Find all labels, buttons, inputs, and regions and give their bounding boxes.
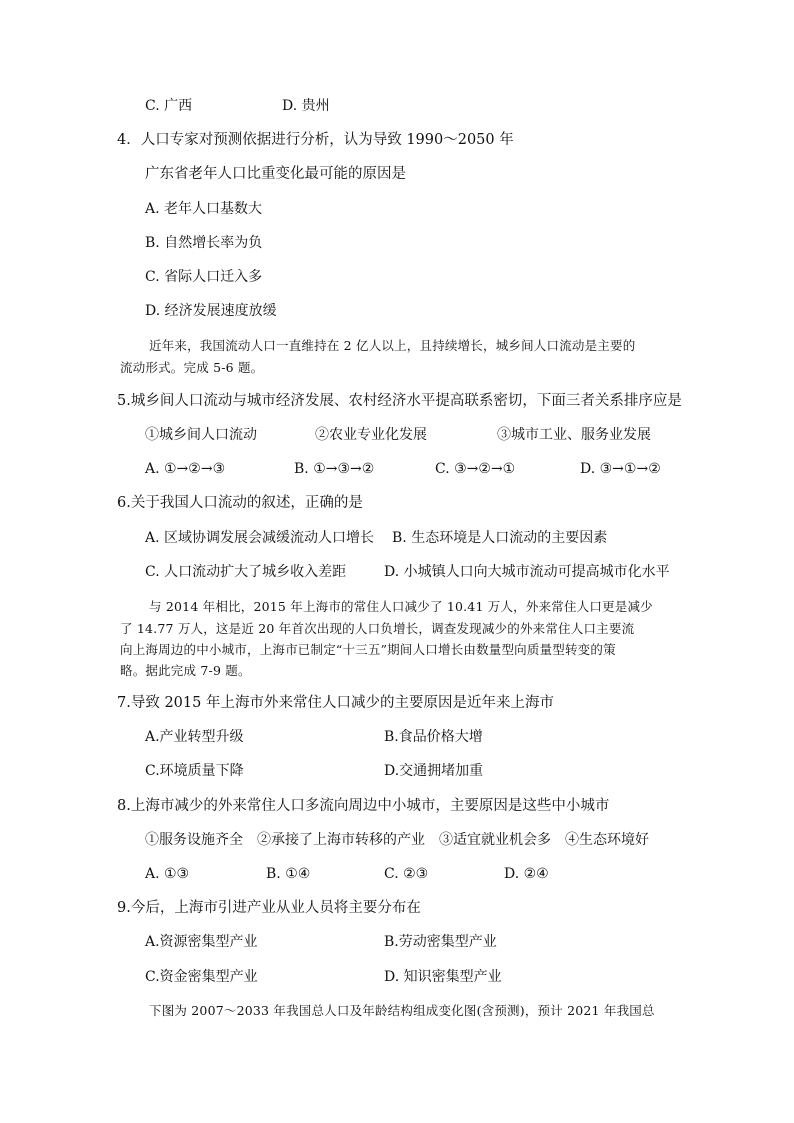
q8-option-c: C. ②③ <box>384 866 429 882</box>
q3-option-c: C. 广西 <box>145 98 193 114</box>
q9-option-d: D. 知识密集型产业 <box>384 969 502 985</box>
q8-stem: 8.上海市减少的外来常住人口多流向周边中小城市，主要原因是这些中小城市 <box>117 798 610 814</box>
q9-option-a: A.资源密集型产业 <box>145 934 258 950</box>
q7-option-d: D.交通拥堵加重 <box>384 763 484 779</box>
q7-option-a: A.产业转型升级 <box>145 729 244 745</box>
q7-option-c: C.环境质量下降 <box>145 763 244 779</box>
q6-option-c: C. 人口流动扩大了城乡收入差距 <box>145 564 347 580</box>
passage-5-6-line-1: 近年来，我国流动人口一直维持在 2 亿人以上，且持续增长，城乡间人口流动是主要的 <box>149 338 636 353</box>
q5-item-1: ①城乡间人口流动 <box>145 427 257 443</box>
q5-option-c: C. ③→②→① <box>435 461 516 477</box>
passage-next-line-1: 下图为 2007～2033 年我国总人口及年龄结构组成变化图(含预测)，预计 2021 年我国总 <box>149 1003 655 1018</box>
q4-stem-line-1: 4．人口专家对预测依据进行分析，认为导致 1990～2050 年 <box>117 132 514 148</box>
q9-option-c: C.资金密集型产业 <box>145 969 258 985</box>
q4-option-a: A. 老年人口基数大 <box>145 201 263 217</box>
q5-option-b: B. ①→③→② <box>294 461 375 477</box>
q4-option-b: B. 自然增长率为负 <box>145 235 263 251</box>
q7-option-b: B.食品价格大增 <box>384 729 483 745</box>
q5-option-a: A. ①→②→③ <box>145 461 226 477</box>
q6-option-d: D. 小城镇人口向大城市流动可提高城市化水平 <box>384 564 670 580</box>
passage-7-9-line-3: 向上海周边的中小城市，上海市已制定“十三五”期间人口增长由数量型向质量型转变的策 <box>120 642 616 657</box>
q4-stem-line-2: 广东省老年人口比重变化最可能的原因是 <box>145 166 406 182</box>
q4-option-c: C. 省际人口迁入多 <box>145 269 263 285</box>
q5-option-d: D. ③→①→② <box>580 461 661 477</box>
q5-item-3: ③城市工业、服务业发展 <box>497 427 651 443</box>
q7-stem: 7.导致 2015 年上海市外来常住人口减少的主要原因是近年来上海市 <box>117 695 554 711</box>
q8-items: ①服务设施齐全 ②承接了上海市转移的产业 ③适宜就业机会多 ④生态环境好 <box>145 832 649 848</box>
passage-7-9-line-4: 略。据此完成 7-9 题。 <box>120 663 251 678</box>
q8-option-b: B. ①④ <box>266 866 311 882</box>
q5-item-2: ②农业专业化发展 <box>315 427 427 443</box>
passage-7-9-line-2: 了 14.77 万人，这是近 20 年首次出现的人口负增长，调查发现减少的外来常住人口主要流 <box>120 621 635 636</box>
q5-stem: 5.城乡间人口流动与城市经济发展、农村经济水平提高联系密切，下面三者关系排序应是 <box>117 393 682 409</box>
q8-option-a: A. ①③ <box>145 866 190 882</box>
q3-option-d: D. 贵州 <box>282 98 330 114</box>
passage-5-6-line-2: 流动形式。完成 5-6 题。 <box>120 360 264 375</box>
q6-option-b: B. 生态环境是人口流动的主要因素 <box>392 530 608 546</box>
q6-stem: 6.关于我国人口流动的叙述，正确的是 <box>117 495 363 511</box>
q6-option-a: A. 区域协调发展会减缓流动人口增长 <box>145 530 375 546</box>
q8-option-d: D. ②④ <box>504 866 549 882</box>
passage-7-9-line-1: 与 2014 年相比，2015 年上海市的常住人口减少了 10.41 万人，外来常住人口更是减少 <box>149 599 653 614</box>
q9-stem: 9.今后，上海市引进产业从业人员将主要分布在 <box>117 900 421 916</box>
q9-option-b: B.劳动密集型产业 <box>384 934 497 950</box>
q4-option-d: D. 经济发展速度放缓 <box>145 303 277 319</box>
